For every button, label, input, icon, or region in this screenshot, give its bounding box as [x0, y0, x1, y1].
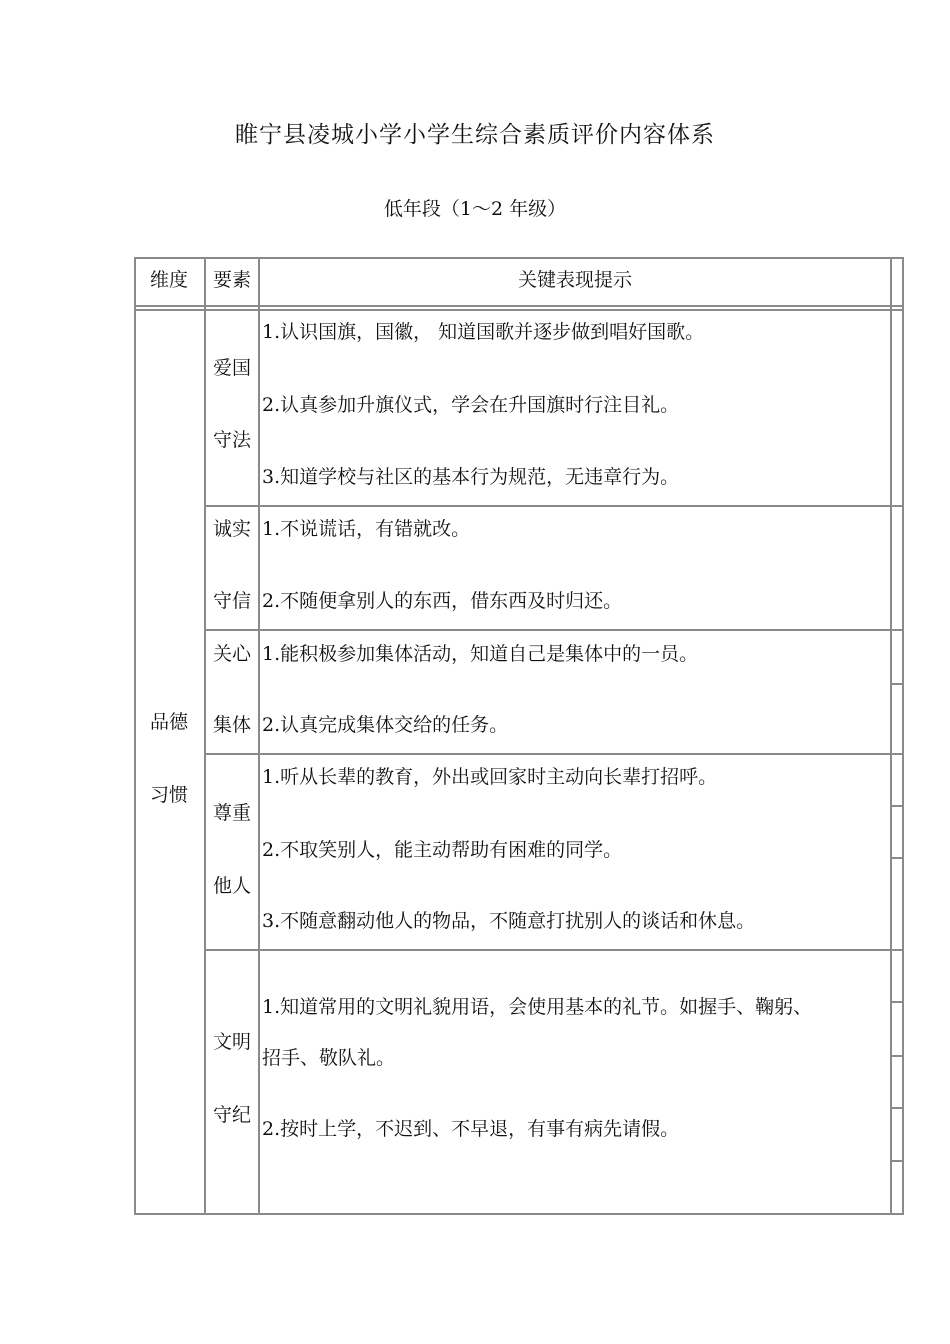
table-col-divider [890, 257, 892, 1215]
header-dimension: 维度 [149, 269, 188, 291]
hint-item: 1.能积极参加集体活动，知道自己是集体中的一员。 [262, 643, 699, 665]
header-divider [134, 309, 904, 311]
element-label: 集体 [212, 714, 251, 736]
hint-item: 1.知道常用的文明礼貌用语，会使用基本的礼节。如握手、鞠躬、 [262, 996, 813, 1018]
element-label: 爱国 [212, 357, 251, 379]
table-border-right [902, 257, 904, 1215]
hint-item: 1.不说谎话，有错就改。 [262, 518, 471, 540]
right-column-stub [890, 1160, 904, 1162]
group-divider [204, 629, 904, 631]
right-column-stub [890, 805, 904, 807]
group-divider [204, 753, 904, 755]
header-element: 要素 [212, 269, 251, 291]
document-title: 睢宁县凌城小学小学生综合素质评价内容体系 [235, 122, 715, 148]
element-label: 守信 [212, 590, 251, 612]
hint-item: 2.不取笑别人，能主动帮助有困难的同学。 [262, 839, 623, 861]
hint-item: 2.不随便拿别人的东西，借东西及时归还。 [262, 590, 623, 612]
hint-item: 2.按时上学，不迟到、不早退，有事有病先请假。 [262, 1118, 680, 1140]
hint-item: 3.知道学校与社区的基本行为规范，无违章行为。 [262, 466, 680, 488]
dimension-label: 品德 [149, 711, 188, 733]
hint-item: 1.听从长辈的教育，外出或回家时主动向长辈打招呼。 [262, 766, 718, 788]
hint-item: 3.不随意翻动他人的物品，不随意打扰别人的谈话和休息。 [262, 910, 756, 932]
table-border-top [134, 257, 904, 259]
element-label: 守纪 [212, 1104, 251, 1126]
element-label: 他人 [212, 875, 251, 897]
group-divider [204, 949, 904, 951]
element-label: 诚实 [212, 518, 251, 540]
right-column-stub [890, 857, 904, 859]
dimension-label: 习惯 [149, 784, 188, 806]
right-column-stub [890, 1055, 904, 1057]
right-column-stub [890, 1001, 904, 1003]
evaluation-table [134, 257, 904, 1215]
element-label: 关心 [212, 643, 251, 665]
element-label: 守法 [212, 429, 251, 451]
group-divider [204, 505, 904, 507]
right-column-stub [890, 683, 904, 685]
element-label: 文明 [212, 1031, 251, 1053]
table-col-divider [258, 257, 260, 1215]
header-hint: 关键表现提示 [517, 269, 632, 291]
table-border-left [134, 257, 136, 1215]
right-column-stub [890, 1107, 904, 1109]
hint-item: 2.认真参加升旗仪式，学会在升国旗时行注目礼。 [262, 394, 680, 416]
hint-item: 2.认真完成集体交给的任务。 [262, 714, 509, 736]
table-border-bottom [134, 1213, 904, 1215]
hint-item: 1.认识国旗，国徽， 知道国歌并逐步做到唱好国歌。 [262, 321, 705, 343]
table-col-divider [204, 257, 206, 1215]
element-label: 尊重 [212, 802, 251, 824]
hint-item: 招手、敬队礼。 [262, 1047, 396, 1069]
document-subtitle: 低年段（1～2 年级） [383, 198, 567, 220]
header-divider [134, 305, 904, 307]
